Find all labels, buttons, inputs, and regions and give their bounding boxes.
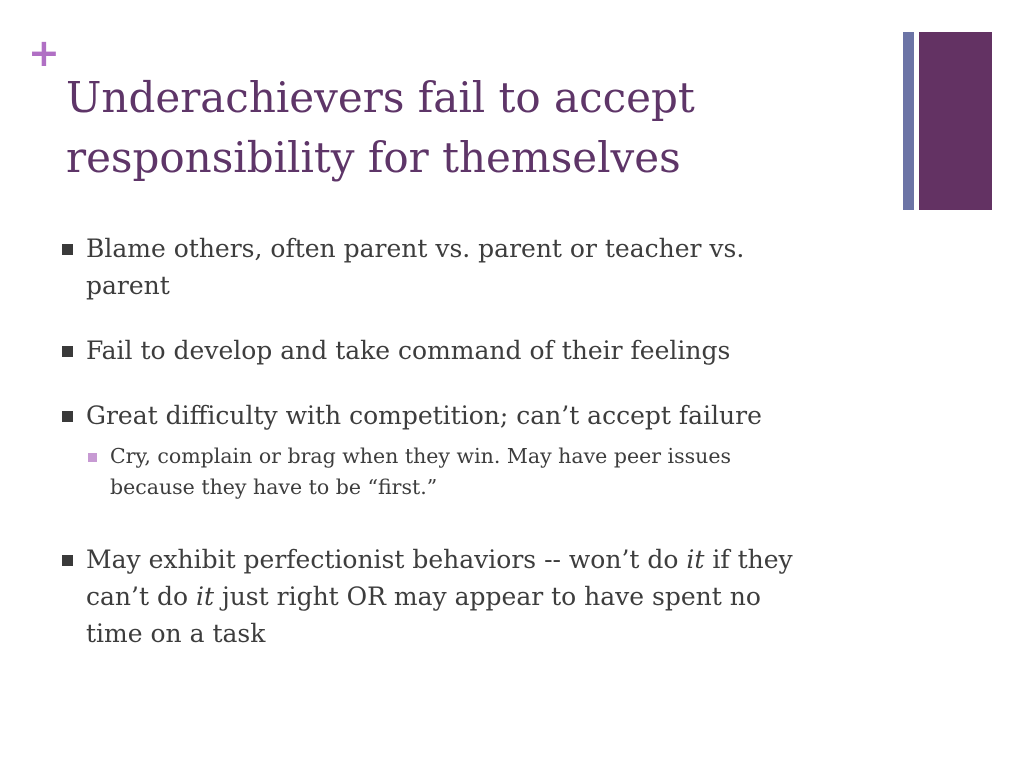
text-segment: if they <box>704 545 793 574</box>
bullet-item-feelings <box>62 332 892 369</box>
sub-bullet-item-cry-complain <box>86 441 892 503</box>
title-line-1: Underachievers fail to accept <box>66 73 695 122</box>
emphasis-text: it <box>195 582 214 611</box>
decorative-bar-thick <box>919 32 992 210</box>
bullet-item-perfectionist <box>62 541 892 652</box>
bullet-item-competition <box>62 397 892 434</box>
bullet-list <box>62 230 892 680</box>
text-segment: just right OR may appear to have spent no <box>214 582 761 611</box>
bullet-text-line: Great difficulty with competition; can’t accept failure <box>86 401 762 430</box>
square-bullet-icon <box>62 346 73 357</box>
square-bullet-icon <box>62 555 73 566</box>
bullet-text-line <box>86 541 892 578</box>
bullet-item-blame-others <box>62 230 892 304</box>
title-line-2: responsibility for themselves <box>66 133 681 182</box>
decorative-bar-thin <box>903 32 914 210</box>
bullet-text-line: Fail to develop and take command of their feelings <box>86 336 731 365</box>
text-segment: can’t do <box>86 582 196 611</box>
square-sub-bullet-icon <box>88 453 97 462</box>
plus-icon: + <box>28 31 60 75</box>
text-segment: May exhibit perfectionist behaviors -- won’t do <box>86 545 687 574</box>
square-bullet-icon <box>62 411 73 422</box>
sub-bullet-text-line: Cry, complain or brag when they win. May have peer issues <box>110 444 731 468</box>
bullet-text-line: parent <box>86 271 170 300</box>
slide-title <box>66 68 866 188</box>
bullet-text-line: Blame others, often parent vs. parent or teacher vs. <box>86 234 745 263</box>
square-bullet-icon <box>62 244 73 255</box>
bullet-text-line <box>86 578 892 615</box>
sub-bullet-text-line: because they have to be “first.” <box>110 475 438 499</box>
bullet-text-line: time on a task <box>86 619 266 648</box>
emphasis-text: it <box>686 545 705 574</box>
